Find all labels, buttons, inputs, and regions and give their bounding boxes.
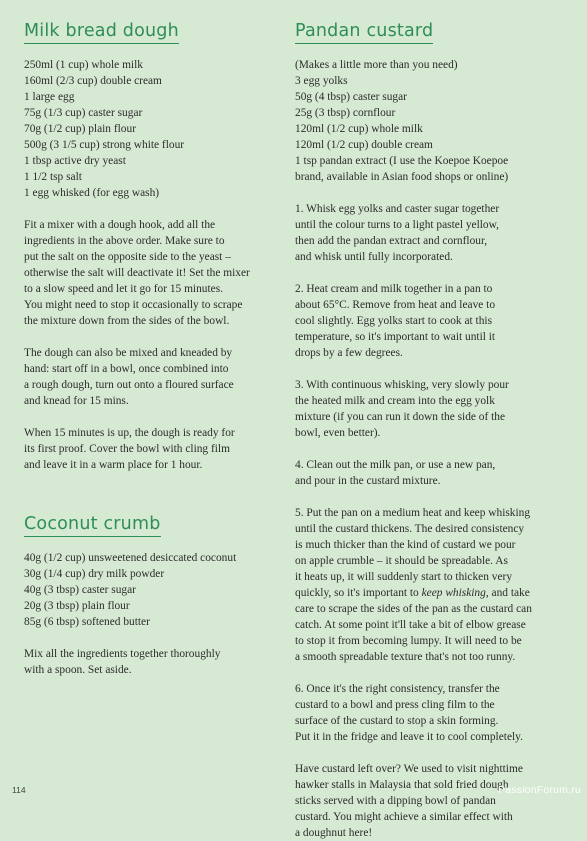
milk-bread-method-2	[24, 345, 282, 409]
ingredient-line: 40g (3 tbsp) caster sugar	[24, 584, 136, 596]
watermark: PassionForum.ru	[498, 784, 581, 796]
milk-bread-ingredients	[24, 57, 282, 201]
text-line: and knead for 15 mins.	[24, 395, 129, 407]
text-line: catch. At some point it'll take a bit of elbow grease	[295, 619, 526, 631]
text-line: on apple crumble – it should be spreadable. As	[295, 555, 508, 567]
pandan-tip	[295, 761, 573, 841]
ingredient-line: 85g (6 tbsp) softened butter	[24, 616, 150, 628]
text-line: temperature, so it's important to wait until it	[295, 331, 496, 343]
milk-bread-method-1	[24, 217, 282, 329]
text-line: ingredients in the above order. Make sure to	[24, 235, 225, 247]
text-line: 2. Heat cream and milk together in a pan to	[295, 283, 493, 295]
text-line: 1. Whisk egg yolks and caster sugar together	[295, 203, 500, 215]
text-line: sticks served with a dipping bowl of pandan	[295, 795, 496, 807]
text-line: and whisk until fully incorporated.	[295, 251, 453, 263]
text-line: is much thicker than the kind of custard we pour	[295, 539, 516, 551]
milk-bread-method-3	[24, 425, 282, 473]
text-line: a rough dough, turn out onto a floured surface	[24, 379, 234, 391]
coconut-crumb-ingredients	[24, 550, 282, 630]
right-column	[295, 0, 573, 841]
ingredient-line: 1 large egg	[24, 91, 75, 103]
text-line: Have custard left over? We used to visit nighttime	[295, 763, 523, 775]
page-number: 114	[12, 785, 26, 795]
text-line: to a slow speed and let it go for 15 minutes.	[24, 283, 223, 295]
text-line: put the salt on the opposite side to the yeast –	[24, 251, 231, 263]
text-line: with a spoon. Set aside.	[24, 664, 132, 676]
text-line: You might need to stop it occasionally to scrape	[24, 299, 243, 311]
ingredient-line: 30g (1/4 cup) dry milk powder	[24, 568, 165, 580]
text-line: until the custard thickens. The desired consistency	[295, 523, 525, 535]
pandan-step-6	[295, 681, 573, 745]
text-line: Fit a mixer with a dough hook, add all the	[24, 219, 216, 231]
text-line: The dough can also be mixed and kneaded by	[24, 347, 233, 359]
pandan-step-5	[295, 505, 573, 665]
ingredient-line: 1 tsp pandan extract (I use the Koepoe Koepoe	[295, 155, 509, 167]
ingredient-line: 1 tbsp active dry yeast	[24, 155, 126, 167]
ingredient-line: 120ml (1/2 cup) whole milk	[295, 123, 423, 135]
left-column	[24, 0, 282, 678]
text-line: otherwise the salt will deactivate it! Set the mixer	[24, 267, 250, 279]
ingredient-line: 500g (3 1/5 cup) strong white flour	[24, 139, 185, 151]
text-line: it heats up, it will suddenly start to thicken very	[295, 571, 513, 583]
text-line: cool slightly. Egg yolks start to cook at this	[295, 315, 492, 327]
ingredient-line: 160ml (2/3 cup) double cream	[24, 75, 162, 87]
text-fragment: quickly, so it's important to	[295, 587, 422, 599]
text-fragment: , and take	[485, 587, 530, 599]
text-line: 3. With continuous whisking, very slowly pour	[295, 379, 509, 391]
ingredient-line: 3 egg yolks	[295, 75, 348, 87]
text-line: bowl, even better).	[295, 427, 381, 439]
text-line: a doughnut here!	[295, 827, 373, 839]
emphasis-keep-whisking: keep whisking	[421, 587, 486, 599]
text-line: hand: start off in a bowl, once combined into	[24, 363, 229, 375]
ingredient-line: 120ml (1/2 cup) double cream	[295, 139, 433, 151]
ingredient-line: 20g (3 tbsp) plain flour	[24, 600, 130, 612]
milk-bread-heading: Milk bread dough	[24, 20, 179, 44]
text-line: 6. Once it's the right consistency, transfer the	[295, 683, 500, 695]
ingredient-line: brand, available in Asian food shops or online)	[295, 171, 509, 183]
pandan-step-3	[295, 377, 573, 441]
ingredient-line: 25g (3 tbsp) cornflour	[295, 107, 396, 119]
text-line: hawker stalls in Malaysia that sold fried dough	[295, 779, 509, 791]
pandan-custard-ingredients	[295, 57, 573, 185]
ingredient-line: (Makes a little more than you need)	[295, 59, 458, 71]
text-line: custard to a bowl and press cling film to the	[295, 699, 495, 711]
ingredient-line: 40g (1/2 cup) unsweetened desiccated coconut	[24, 552, 237, 564]
ingredient-line: 250ml (1 cup) whole milk	[24, 59, 143, 71]
pandan-step-2	[295, 281, 573, 361]
ingredient-line: 75g (1/3 cup) caster sugar	[24, 107, 143, 119]
pandan-custard-heading: Pandan custard	[295, 20, 433, 44]
text-line: about 65°C. Remove from heat and leave to	[295, 299, 496, 311]
text-line: the mixture down from the sides of the bowl.	[24, 315, 230, 327]
text-line: to stop it from becoming lumpy. It will need to be	[295, 635, 522, 647]
coconut-crumb-heading: Coconut crumb	[24, 513, 161, 537]
text-line: drops by a few degrees.	[295, 347, 403, 359]
text-line: the heated milk and cream into the egg yolk	[295, 395, 495, 407]
text-line: When 15 minutes is up, the dough is ready for	[24, 427, 235, 439]
text-line: mixture (if you can run it down the side of the	[295, 411, 506, 423]
text-line: Put it in the fridge and leave it to cool completely.	[295, 731, 523, 743]
ingredient-line: 70g (1/2 cup) plain flour	[24, 123, 136, 135]
text-line: 5. Put the pan on a medium heat and keep whisking	[295, 507, 531, 519]
text-line: care to scrape the sides of the pan as the custard can	[295, 603, 532, 615]
text-line: 4. Clean out the milk pan, or use a new pan,	[295, 459, 496, 471]
pandan-step-4	[295, 457, 573, 489]
pandan-step-1	[295, 201, 573, 265]
text-line: custard. You might achieve a similar effect with	[295, 811, 513, 823]
text-line: its first proof. Cover the bowl with cling film	[24, 443, 230, 455]
text-line: and pour in the custard mixture.	[295, 475, 441, 487]
text-line: and leave it in a warm place for 1 hour.	[24, 459, 203, 471]
ingredient-line: 1 1/2 tsp salt	[24, 171, 82, 183]
text-line: surface of the custard to stop a skin forming.	[295, 715, 499, 727]
text-line	[295, 585, 573, 601]
ingredient-line: 50g (4 tbsp) caster sugar	[295, 91, 407, 103]
coconut-crumb-method	[24, 646, 282, 678]
text-line: then add the pandan extract and cornflour,	[295, 235, 488, 247]
text-line: a smooth spreadable texture that's not too runny.	[295, 651, 516, 663]
text-line: Mix all the ingredients together thoroughly	[24, 648, 221, 660]
ingredient-line: 1 egg whisked (for egg wash)	[24, 187, 160, 199]
text-line: until the colour turns to a light pastel yellow,	[295, 219, 499, 231]
